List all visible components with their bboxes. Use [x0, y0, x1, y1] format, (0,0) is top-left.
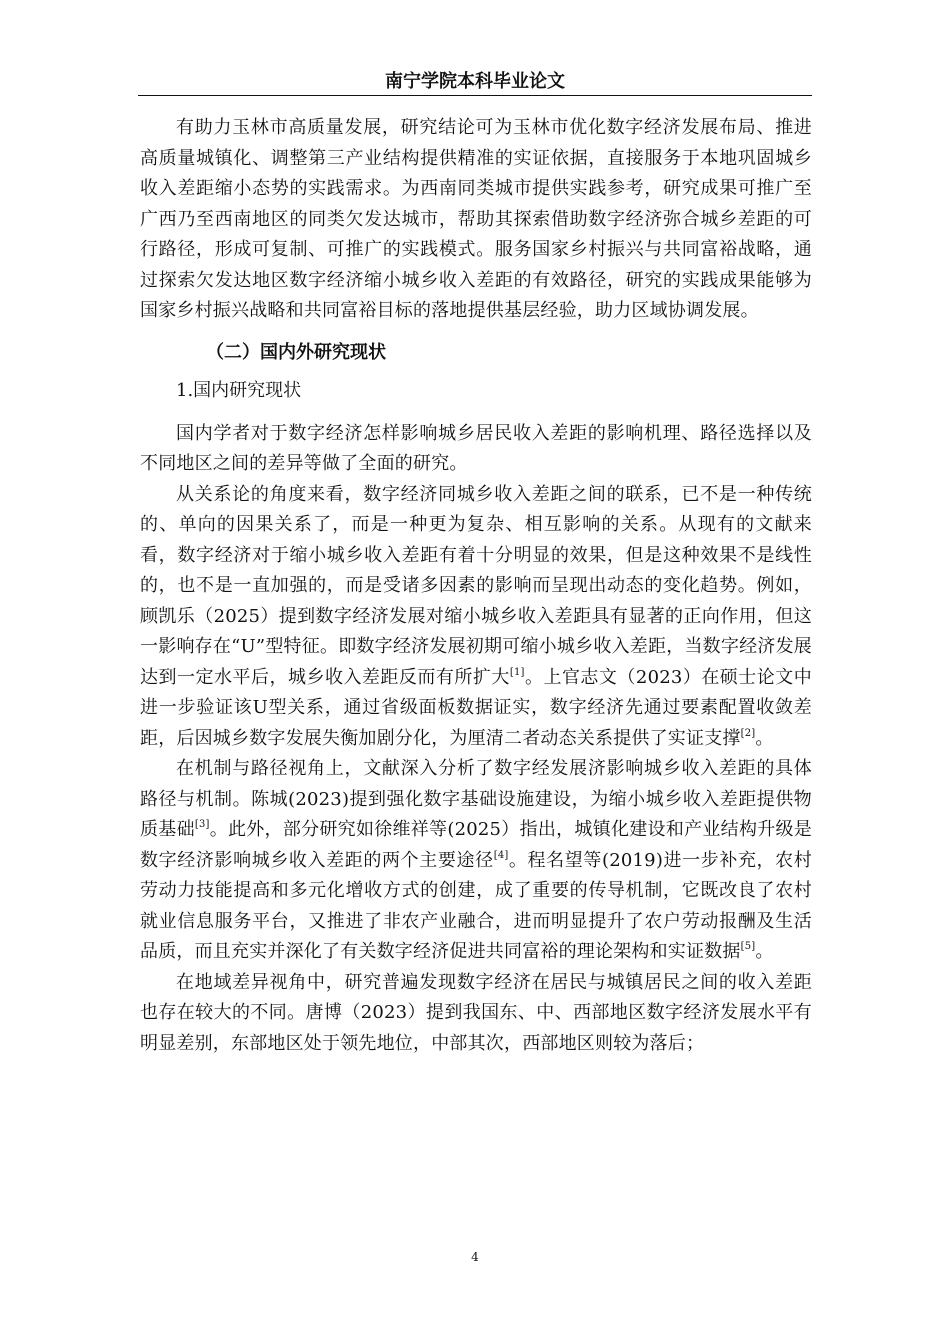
paragraph-relationship: [140, 480, 812, 755]
paragraph-significance: 有助力玉林市高质量发展，研究结论可为玉林市优化数字经济发展布局、推进高质量城镇化、调整第三产业结构提供精准的实证依据，直接服务于本地巩固城乡收入差距缩小态势的实践需求。为西南同类城市提供实践参考，研究成果可推广至广西乃至西南地区的同类欠发达城市，帮助其探索借助数字经济弥合城乡差距的可行路径，形成可复制、可推广的实践模式。服务国家乡村振兴与共同富裕战略，通过探索欠发达地区数字经济缩小城乡收入差距的有效路径，研究的实践成果能够为国家乡村振兴战略和共同富裕目标的落地提供基层经验，助力区域协调发展。: [140, 117, 812, 321]
paragraph-text: 从关系论的角度来看，数字经济同城乡收入差距之间的联系，已不是一种传统的、单向的因果关系了，而是一种更为复杂、相互影响的关系。从现有的文献来看，数字经济对于缩小城乡收入差距有着十分明显的效果，但是这种效果不是线性的，也不是一直加强的，而是受诸多因素的影响而呈现出动态的变化趋势。例如，顾凯乐（2025）提到数字经济发展对缩小城乡收入差距具有显著的正向作用，但这一影响存在“U”型特征。即数字经济发展初期可缩小城乡收入差距，当数字经济发展达到一定水平后，城乡收入差距反而有所扩大: [140, 483, 812, 688]
paragraph-text: 。程名望等(2019)进一步补充，农村劳动力技能提高和多元化增收方式的创建，成了重要的传导机制，它既改良了农村就业信息服务平台，又推进了非农产业融合，进而明显提升了农户劳动报酬及生活品质，而且充实并深化了有关数字经济促进共同富裕的理论架构和实证数据: [140, 849, 812, 962]
page-number: 4: [471, 1250, 479, 1264]
header-rule: [138, 95, 812, 96]
paragraph-text: 。: [755, 727, 774, 749]
section-heading: （二）国内外研究现状: [206, 341, 386, 363]
paragraph-regional: 在地域差异视角中，研究普遍发现数字经济在居民与城镇居民之间的收入差距也存在较大的不同。唐博（2023）提到我国东、中、西部地区数字经济发展水平有明显差别，东部地区处于领先地位，中部其次，西部地区则较为落后；: [140, 971, 812, 1054]
paragraph-text: 。此外，部分研究如徐维祥等(2025）指出，城镇化建设和产业结构升级是数字经济影响城乡收入差距的两个主要途径: [140, 819, 813, 871]
paragraph-text: 。上官志文（2023）在硕士论文中进一步验证该U型关系，通过省级面板数据证实，数字经济先通过要素配置收敛差距，后因城乡数字发展失衡加剧分化，为厘清二者动态关系提供了实证支撑: [140, 666, 812, 749]
page-header-title: 南宁学院本科毕业论文: [385, 71, 565, 92]
sub-heading: 1.国内研究现状: [176, 379, 302, 401]
paragraph-mechanism: [140, 754, 812, 968]
citation-ref: [2]: [740, 727, 756, 739]
citation-ref: [4]: [493, 849, 509, 861]
paragraph-text: 。: [755, 941, 774, 962]
citation-ref: [3]: [194, 819, 210, 830]
citation-ref: [5]: [740, 941, 756, 952]
body-text: [140, 113, 812, 1059]
paragraph-overview: 国内学者对于数字经济怎样影响城乡居民收入差距的影响机理、路径选择以及不同地区之间的差异等做了全面的研究。: [140, 422, 812, 474]
paragraph-text: 在机制与路径视角上，文献深入分析了数字经发展济影响城乡收入差距的具体路径与机制。陈城(2023)提到强化数字基础设施建设，为缩小城乡收入差距提供物质基础: [140, 758, 812, 840]
citation-ref: [1]: [509, 666, 525, 678]
